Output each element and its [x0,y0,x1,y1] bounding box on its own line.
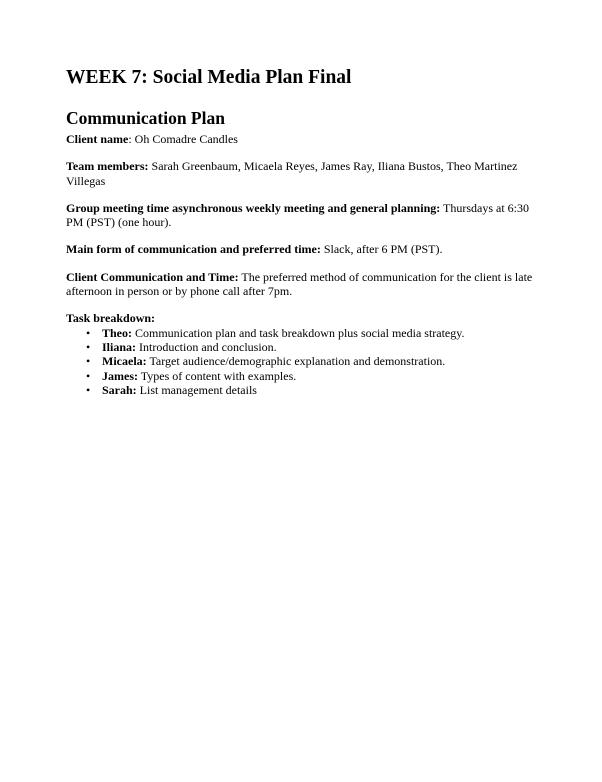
client-name-value: : Oh Comadre Candles [128,132,238,146]
list-item [86,354,544,368]
document-content [66,66,544,397]
main-communication-value: Slack, after 6 PM (PST). [320,242,443,257]
bullet-icon: • [86,339,91,354]
client-name-label: Client name [66,132,129,146]
task-assignee: James: [102,368,138,383]
task-assignee: Iliana: [102,339,137,354]
list-item [86,369,544,383]
client-communication-value: The preferred method of communication for the client is late afternoon in person or by phone call after 7pm. [66,269,533,299]
meeting-time-paragraph [66,201,544,230]
list-item [86,326,544,340]
task-description: Communication plan and task breakdown plus social media strategy. [132,325,465,340]
document-title: WEEK 7: Social Media Plan Final [66,67,352,88]
meeting-time-value: Thursdays at 6:30 PM (PST) (one hour). [66,200,530,230]
bullet-icon: • [86,354,91,369]
task-description: List management details [136,382,257,397]
team-members-label: Team members: [66,159,149,174]
client-name-paragraph [66,132,544,146]
list-item [86,340,544,354]
team-members-paragraph [66,159,544,188]
bullet-icon: • [86,368,91,383]
client-communication-label: Client Communication and Time: [66,269,239,284]
task-breakdown-list [66,326,544,397]
task-assignee: Theo: [102,325,132,340]
task-assignee: Sarah: [102,382,137,397]
main-communication-paragraph [66,242,544,256]
team-members-value: Sarah Greenbaum, Micaela Reyes, James Ray, Iliana Bustos, Theo Martinez Villegas [66,159,518,188]
task-description: Introduction and conclusion. [136,339,277,354]
meeting-time-label: Group meeting time asynchronous weekly meeting and general planning: [66,200,441,215]
bullet-icon: • [86,325,91,340]
task-breakdown-heading: Task breakdown: [66,311,156,326]
task-description: Target audience/demographic explanation and demonstration. [146,354,446,369]
section-heading: Communication Plan [66,108,225,128]
bullet-icon: • [86,382,91,397]
list-item [86,383,544,397]
main-communication-label: Main form of communication and preferred time: [66,242,321,257]
client-communication-paragraph [66,270,544,299]
task-assignee: Micaela: [102,354,147,369]
task-description: Types of content with examples. [138,368,297,383]
